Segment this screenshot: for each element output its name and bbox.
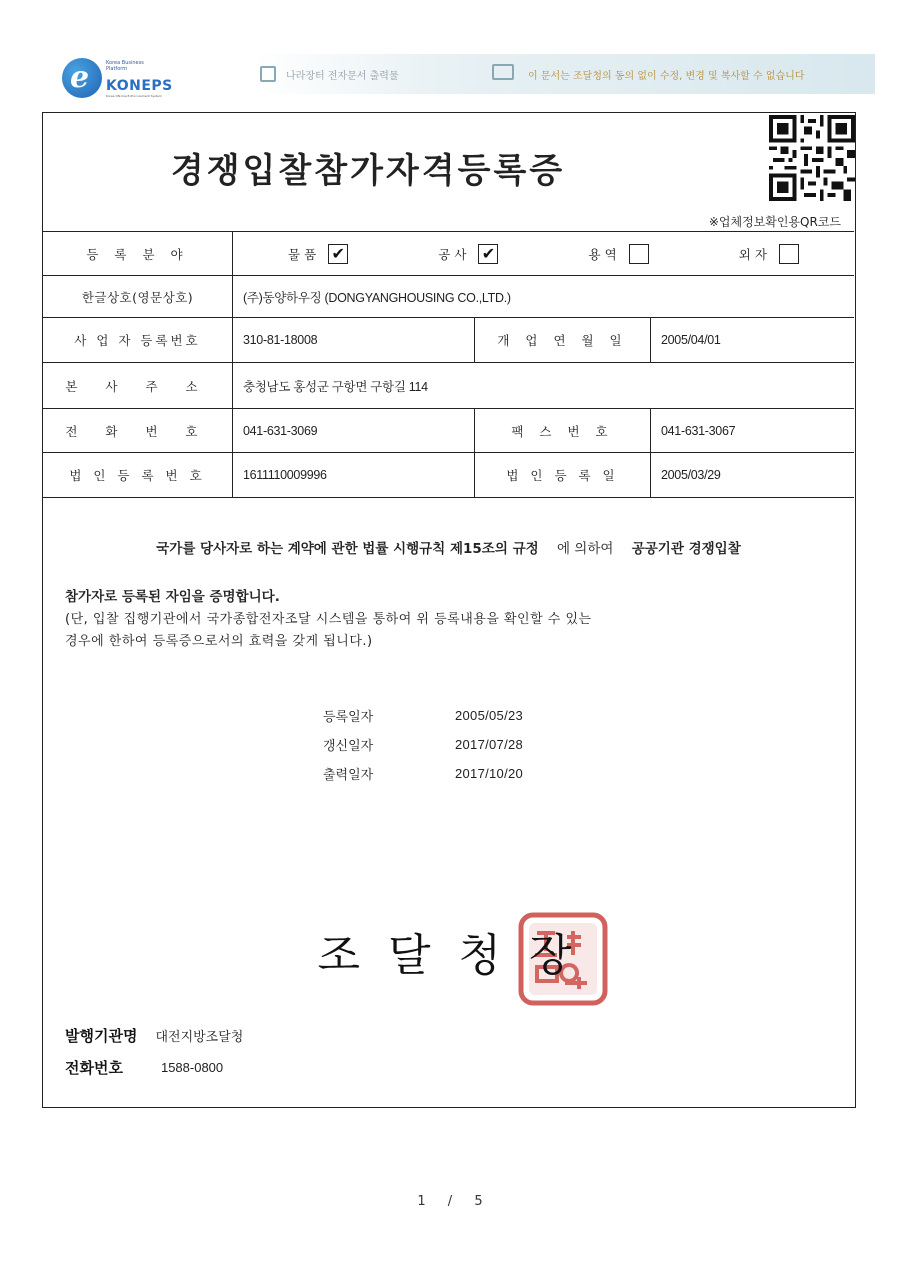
date-row	[323, 759, 523, 788]
field-label: 등 록 분 야	[43, 232, 233, 275]
field-goods-label: 물품	[288, 246, 321, 262]
table-row-name	[43, 275, 854, 317]
registration-table	[43, 231, 854, 498]
phone-value: 1588-0800	[160, 1060, 224, 1075]
note-line-2: 경우에 한하여 등록증으로서의 효력을 갖게 됩니다.)	[65, 634, 373, 649]
agency-label: 발행기관명	[65, 1027, 138, 1045]
name-label: 한글상호(영문상호)	[43, 276, 233, 317]
field-service-label: 용역	[588, 246, 621, 262]
fax-value: 041-631-3067	[661, 423, 736, 438]
statement-mid: 에 의하여	[556, 541, 614, 557]
date-row	[323, 701, 523, 730]
contact-phone	[65, 1057, 223, 1078]
banner-text-warning: 이 문서는 조달청의 동의 없이 수정, 변경 및 복사할 수 없습니다	[528, 71, 805, 82]
table-row-phone	[43, 408, 854, 452]
field-options	[233, 232, 854, 275]
issuing-agency	[65, 1025, 243, 1046]
construction-checkbox[interactable]: ✔	[478, 244, 498, 264]
agency-value: 대전지방조달청	[155, 1029, 244, 1044]
bizno-value: 310-81-18008	[233, 318, 475, 362]
address-label: 본 사 주 소	[43, 363, 233, 408]
fax-label: 팩 스 번 호	[475, 409, 651, 452]
table-row-fields	[43, 231, 854, 275]
document-icon	[260, 66, 276, 82]
statement-law: 국가를 당사자로 하는 계약에 관한 법률 시행규칙 제15조의 규정	[156, 541, 539, 557]
qr-code-icon[interactable]	[768, 115, 856, 201]
field-construction	[438, 244, 498, 264]
table-row-address	[43, 362, 854, 408]
open-date-label: 개 업 연 월 일	[475, 318, 651, 362]
statement-institution: 공공기관 경쟁입찰	[631, 541, 741, 557]
certification-statement	[43, 537, 854, 557]
logo-text: KONEPS	[106, 78, 173, 94]
corpdate-label: 법 인 등 록 일	[475, 453, 651, 497]
page-total: 5	[474, 1194, 483, 1209]
field-service	[589, 244, 649, 264]
service-checkbox[interactable]	[629, 244, 649, 264]
renewal-date-value: 2017/07/28	[455, 737, 524, 752]
page-current: 1	[417, 1194, 426, 1209]
corpno-value: 1611110009996	[233, 453, 475, 497]
logo-tagline: Korea Business Platform	[106, 60, 144, 72]
page-separator: /	[447, 1194, 453, 1209]
field-goods	[288, 244, 348, 264]
field-construction-label: 공사	[438, 246, 471, 262]
banner-text-output: 나라장터 전자문서 출력물	[286, 71, 399, 82]
certificate-frame	[42, 112, 856, 1108]
field-foreign-label: 외자	[738, 246, 771, 262]
note-line-1: (단, 입찰 집행기관에서 국가종합전자조달 시스템을 통하여 위 등록내용을 확인할 수 있는	[65, 612, 592, 627]
qr-note: ※업체정보확인용QR코드	[708, 215, 841, 229]
foreign-checkbox[interactable]	[779, 244, 799, 264]
bizno-label: 사 업 자 등록번호	[43, 318, 233, 362]
tel-value: 041-631-3069	[233, 409, 475, 452]
registration-date-value: 2005/05/23	[455, 708, 524, 723]
address-value: 충청남도 홍성군 구항면 구항길 114	[243, 379, 428, 394]
corpno-label: 법 인 등 록 번 호	[43, 453, 233, 497]
registration-date-label: 등록일자	[323, 710, 374, 725]
corpdate-value: 2005/03/29	[661, 468, 721, 482]
field-foreign	[739, 244, 799, 264]
date-row	[323, 730, 523, 759]
phone-label: 전화번호	[65, 1059, 123, 1077]
logo-subtitle: Korea ON-line E-Procurement System	[106, 94, 162, 98]
table-row-corp	[43, 452, 854, 498]
table-row-bizno	[43, 317, 854, 362]
open-date-value: 2005/04/01	[661, 333, 721, 347]
renewal-date-label: 갱신일자	[323, 739, 374, 754]
logo-e-letter: e	[70, 60, 90, 95]
goods-checkbox[interactable]: ✔	[328, 244, 348, 264]
print-date-value: 2017/10/20	[455, 766, 524, 781]
company-name: (주)동양하우징 (DONGYANGHOUSING CO.,LTD.)	[243, 290, 511, 305]
date-list	[323, 701, 523, 788]
page-number	[0, 1194, 900, 1209]
print-date-label: 출력일자	[323, 768, 374, 783]
header-banner	[60, 48, 878, 98]
certification-note	[65, 609, 592, 653]
document-title: 경쟁입찰참가자격등록증	[170, 151, 566, 191]
issuer-name: 조달청장	[317, 930, 600, 981]
tel-label: 전 화 번 호	[43, 409, 233, 452]
certification-claim: 참가자로 등록된 자임을 증명합니다.	[65, 589, 280, 605]
printer-icon	[492, 64, 514, 80]
